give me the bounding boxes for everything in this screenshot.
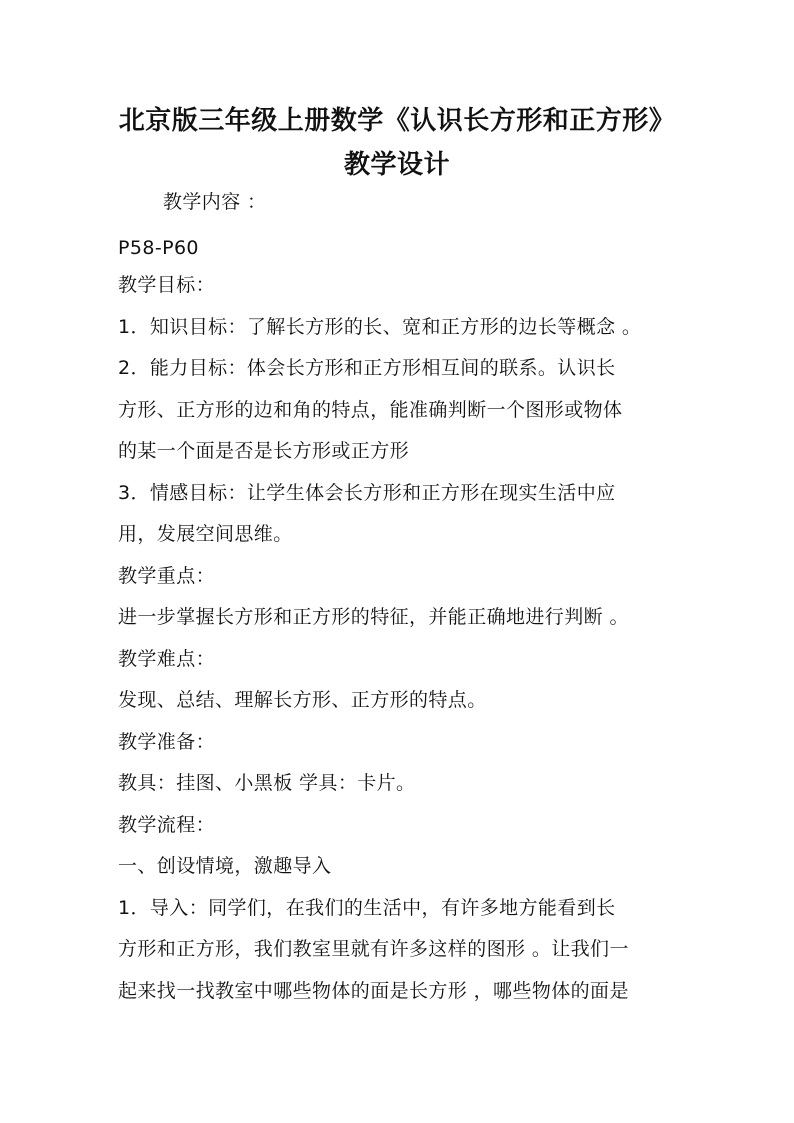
document-title-line2: 教学设计 <box>343 150 450 180</box>
text-line: 1．导入：同学们，在我们的生活中，有许多地方能看到长 <box>118 897 616 919</box>
text-line: 方形、正方形的边和角的特点，能准确判断一个图形或物体 <box>118 399 623 421</box>
text-line: 的某一个面是否是长方形或正方形 <box>118 440 410 462</box>
text-line: 发现、总结、理解长方形、正方形的特点。 <box>118 689 487 711</box>
text-line: 方形和正方形，我们教室里就有许多这样的图形 。让我们一 <box>118 938 629 960</box>
section-label-difficulties: 教学难点： <box>118 648 216 670</box>
section-label-key-points: 教学重点： <box>118 565 216 587</box>
section-label-objectives: 教学目标： <box>118 274 216 296</box>
text-line: 3．情感目标：让学生体会长方形和正方形在现实生活中应 <box>118 482 616 504</box>
section-label-preparation: 教学准备： <box>118 731 216 753</box>
section-label-process: 教学流程： <box>118 814 216 836</box>
text-line: 起来找一找教室中哪些物体的面是长方形 ，哪些物体的面是 <box>118 980 629 1002</box>
section-label-content: 教学内容 ： <box>163 191 267 213</box>
text-line: 用，发展空间思维。 <box>118 523 293 545</box>
text-line: 进一步掌握长方形和正方形的特征，并能正确地进行判断 。 <box>118 606 629 628</box>
text-line: 1．知识目标：了解长方形的长、宽和正方形的边长等概念 。 <box>118 316 642 338</box>
text-line: 一、创设情境，激趣导入 <box>118 855 332 877</box>
text-line: 2．能力目标：体会长方形和正方形相互间的联系。认识长 <box>118 357 616 379</box>
text-line: 教具：挂图、小黑板 学具：卡片。 <box>118 772 416 794</box>
text-line: P58-P60 <box>118 237 199 259</box>
document-title-line1: 北京版三年级上册数学《认识长方形和正方形》 <box>118 106 676 136</box>
